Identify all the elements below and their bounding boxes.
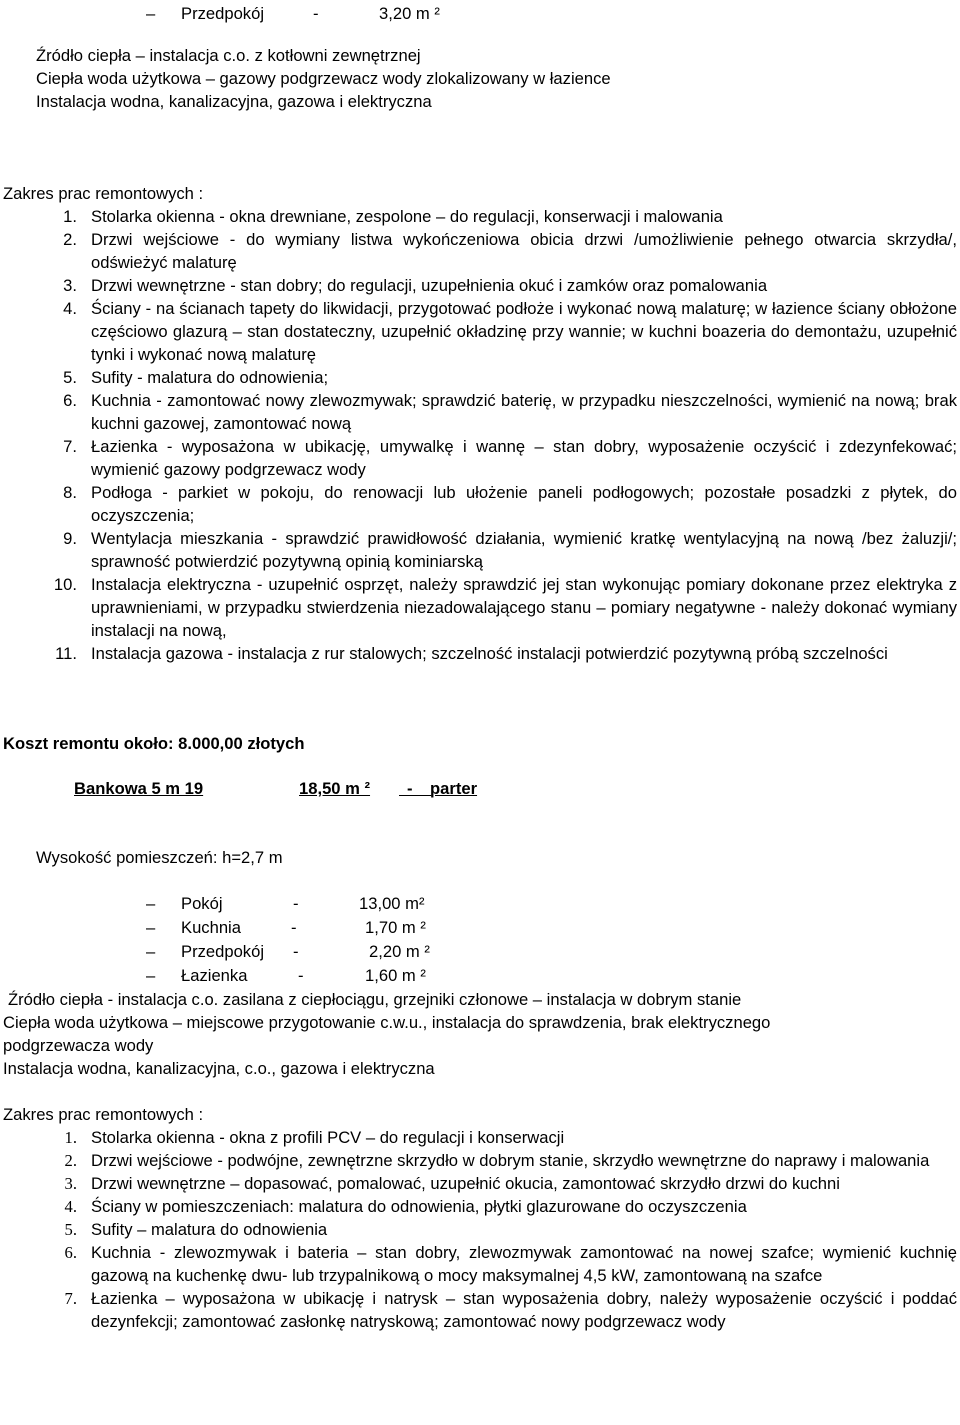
scope-of-work-1 [0, 182, 960, 665]
item-text: Stolarka okienna - okna z profili PCV – do regulacji i konserwacji [91, 1128, 565, 1147]
room-area: 13,00 m² [359, 894, 425, 913]
list-item [0, 1126, 957, 1149]
dash-bullet: – [146, 918, 156, 937]
item-number: 4. [63, 299, 77, 318]
address-floor: parter [430, 779, 478, 798]
room-separator: - [313, 4, 319, 23]
list-item [0, 573, 957, 642]
room-separator: - [293, 894, 299, 913]
room-name: Pokój [181, 894, 223, 913]
room-area: 1,70 m ² [365, 918, 426, 937]
scope-of-work-2 [0, 1103, 960, 1333]
item-text: Drzwi wejściowe - do wymiany listwa wykończeniowa obicia drzwi /umożliwienie pełnego otwarcia skrzydła/, odświeżyć malaturę [91, 230, 957, 272]
item-text: Kuchnia - zlewozmywak i bateria – stan dobry, zlewozmywak zamontować na nowej szafce; wymienić kuchnię gazową na kuchenkę dwu- lub trzypalnikową o mocy maksymalnej 4,5 kW, zamontowaną na szafce [91, 1243, 957, 1285]
item-number: 6. [63, 391, 77, 410]
room-name: Przedpokój [181, 4, 265, 23]
list-item [0, 366, 957, 389]
list-item [0, 964, 960, 988]
item-number: 3. [64, 1174, 77, 1193]
address-separator: - [407, 779, 413, 798]
item-text: Drzwi wejściowe - podwójne, zewnętrzne skrzydło w dobrym stanie, skrzydło wewnętrzne do naprawy i malowania [91, 1151, 930, 1170]
installation-info-1 [0, 44, 960, 113]
list-item [0, 481, 957, 527]
info-line: Ciepła woda użytkowa – gazowy podgrzewacz wody zlokalizowany w łazience [36, 69, 611, 88]
list-item [0, 274, 957, 297]
info-line: Instalacja wodna, kanalizacyjna, gazowa i elektryczna [36, 92, 432, 111]
item-text: Instalacja gazowa - instalacja z rur stalowych; szczelność instalacji potwierdzić pozytywną próbą szczelności [91, 644, 888, 663]
item-text: Stolarka okienna - okna drewniane, zespolone – do regulacji, konserwacji i malowania [91, 207, 723, 226]
list-item [0, 205, 957, 228]
item-number: 3. [63, 276, 77, 295]
list-item [0, 2, 960, 26]
room-separator: - [293, 942, 299, 961]
item-number: 2. [64, 1151, 77, 1170]
item-number: 7. [64, 1289, 77, 1308]
item-number: 6. [64, 1243, 77, 1262]
item-text: Wentylacja mieszkania - sprawdzić prawidłowość działania, wymienić kratkę wentylacyjną na nową /bez żaluzji/; sprawność potwierdzić pozytywną opinią kominiarską [91, 529, 957, 571]
address-heading [0, 777, 960, 800]
list-item [0, 642, 957, 665]
item-number: 5. [64, 1220, 77, 1239]
list-item [0, 916, 960, 940]
dash-bullet: – [146, 4, 156, 23]
info-line: Ciepła woda użytkowa – miejscowe przygotowanie c.w.u., instalacja do sprawdzenia, brak elektrycznego [3, 1013, 771, 1032]
room-area: 2,20 m ² [369, 942, 430, 961]
item-text: Sufity – malatura do odnowienia [91, 1220, 328, 1239]
list-item [0, 1218, 957, 1241]
item-text: Ściany - na ścianach tapety do likwidacji, przygotować podłoże i wykonać nową malaturę; w łazience ściany obłożone częściowo glazurą – stan dostateczny, uzupełnić okładzinę przy wannie; w kuchni boazeria do demontażu, uzupełnić tynki i wykonać nową malaturę [91, 299, 957, 364]
list-item [0, 892, 960, 916]
info-line: podgrzewacza wody [3, 1036, 154, 1055]
list-item [0, 389, 957, 435]
item-text: Drzwi wewnętrzne - stan dobry; do regulacji, uzupełnienia okuć i zamków oraz pomalowania [91, 276, 768, 295]
list-item [0, 527, 957, 573]
item-number: 10. [53, 575, 77, 594]
room-height [0, 846, 960, 869]
item-text: Kuchnia - zamontować nowy zlewozmywak; sprawdzić baterię, w przypadku nieszczelności, wymienić na nową; brak kuchni gazowej, zamontować nową [91, 391, 957, 433]
item-text: Łazienka - wyposażona w ubikację, umywalkę i wannę – stan dobry, wyposażenie oczyścić i zdezynfekować; wymienić gazowy podgrzewacz wody [91, 437, 957, 479]
item-number: 9. [63, 529, 77, 548]
item-text: Łazienka – wyposażona w ubikację i natrysk – stan wyposażenia dobry, należy wyposażenie oczyścić i poddać dezynfekcji; zamontować zasłonkę natryskową; zamontować nowy podgrzewacz wody [91, 1289, 957, 1331]
item-text: Podłoga - parkiet w pokoju, do renowacji lub ułożenie paneli podłogowych; pozostałe posadzki z płytek, do oczyszczenia; [91, 483, 957, 525]
room-list [0, 892, 960, 988]
address-separator-underline [399, 777, 431, 800]
room-area: 3,20 m ² [379, 4, 440, 23]
list-item [0, 1195, 957, 1218]
info-line: Źródło ciepła - instalacja c.o. zasilana z ciepłociągu, grzejniki członowe – instalacja w dobrym stanie [8, 990, 742, 1009]
list-item [0, 1287, 957, 1333]
info-line: Instalacja wodna, kanalizacyjna, c.o., gazowa i elektryczna [3, 1059, 435, 1078]
room-area: 1,60 m ² [365, 966, 426, 985]
item-number: 4. [64, 1197, 77, 1216]
cost-line: Koszt remontu około: 8.000,00 złotych [3, 734, 305, 753]
list-item [0, 940, 960, 964]
dash-bullet: – [146, 942, 156, 961]
scope-list [0, 205, 960, 665]
item-number: 8. [63, 483, 77, 502]
list-item [0, 1149, 957, 1172]
item-number: 1. [63, 207, 77, 226]
room-name: Przedpokój [181, 942, 265, 961]
list-item [0, 435, 957, 481]
scope-title: Zakres prac remontowych : [3, 1105, 204, 1124]
list-item [0, 297, 957, 366]
height-line: Wysokość pomieszczeń: h=2,7 m [36, 848, 283, 867]
item-text: Instalacja elektryczna - uzupełnić osprzęt, należy sprawdzić jej stan wykonując pomiary dokonane przez elektryka z uprawnieniami, w przypadku stwierdzenia niezadowalającego stanu – pomiary negatywne - należy dokonać wymiany instalacji na nową, [91, 575, 957, 640]
item-number: 1. [64, 1128, 77, 1147]
list-item [0, 228, 957, 274]
item-text: Ściany w pomieszczeniach: malatura do odnowienia, płytki glazurowane do oczyszczenia [91, 1197, 747, 1216]
item-number: 7. [63, 437, 77, 456]
list-item [0, 1172, 957, 1195]
scope-title: Zakres prac remontowych : [3, 184, 204, 203]
address-street: Bankowa 5 m 19 [74, 779, 204, 798]
room-name: Kuchnia [181, 918, 241, 937]
item-text: Sufity - malatura do odnowienia; [91, 368, 329, 387]
item-number: 11. [55, 644, 77, 663]
room-name: Łazienka [181, 966, 248, 985]
item-number: 2. [63, 230, 77, 249]
cost-summary [0, 732, 960, 755]
scope-list [0, 1126, 960, 1333]
installation-info-2 [0, 988, 960, 1080]
top-room-list [0, 2, 960, 26]
dash-bullet: – [146, 966, 156, 985]
room-separator: - [298, 966, 304, 985]
address-area: 18,50 m ² [299, 779, 371, 798]
dash-bullet: – [146, 894, 156, 913]
list-item [0, 1241, 957, 1287]
room-separator: - [291, 918, 297, 937]
item-text: Drzwi wewnętrzne – dopasować, pomalować, uzupełnić okucia, zamontować skrzydło drzwi do kuchni [91, 1174, 840, 1193]
info-line: Źródło ciepła – instalacja c.o. z kotłowni zewnętrznej [36, 46, 421, 65]
item-number: 5. [63, 368, 77, 387]
